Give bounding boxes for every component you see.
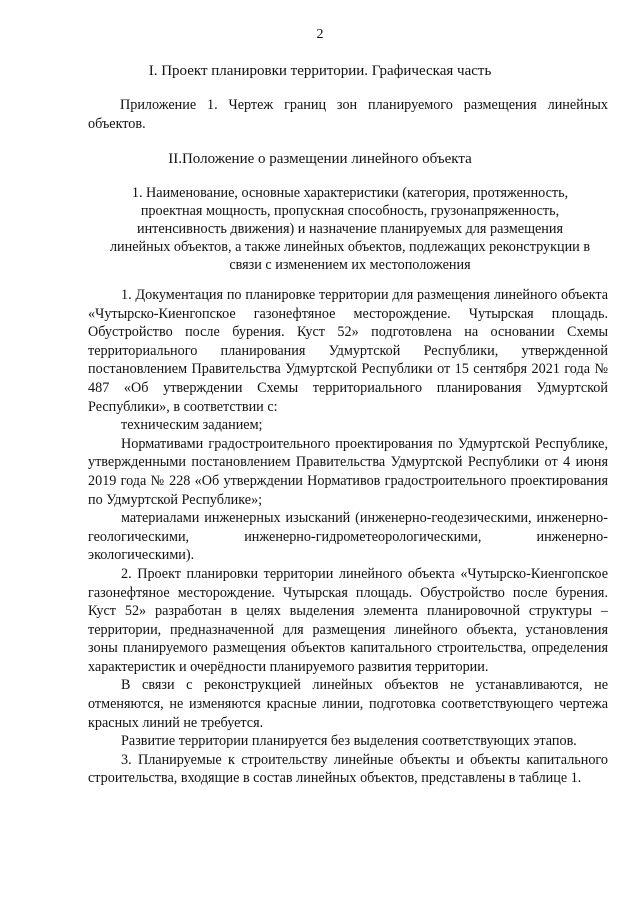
appendix-line: Приложение 1. Чертеж границ зон планируемого размещения линейных объектов. (88, 97, 608, 132)
paragraph-7: Развитие территории планируется без выделения соответствующих этапов. (121, 733, 577, 750)
paragraph-1: 1. Документация по планировке территории для размещения линейного объекта «Чутырско-Киенгопское газонефтяное месторождение. Чутырская площадь. Обустройство после бурения. Куст 52» подготовлена на основании Схемы территориального планирования Удмуртской Республики, утвержденной постановлением Правительства Удмуртской Республики от 15 сентября 2021 года № 487 «Об утверждении Схемы территориального планирования Удмуртской Республики», в соответствии с: (88, 287, 608, 415)
section-2-title: II.Положение о размещении линейного объекта (168, 151, 472, 167)
paragraph-4: материалами инженерных изысканий (инженерно-геодезическими, инженерно-геологическими, инженерно-гидрометеорологическими, инженерно-экологическими). (88, 510, 608, 564)
section-1-title: I. Проект планировки территории. Графическая часть (148, 63, 492, 79)
paragraph-2: техническим заданием; (121, 417, 263, 434)
paragraph-8: 3. Планируемые к строительству линейные объекты и объекты капитального строительства, входящие в состав линейных объектов, представлены в таблице 1. (88, 751, 608, 787)
subsection-heading: 1. Наименование, основные характеристики (категория, протяженность, проектная мощность, пропускная способность, грузонапряженность, интенсивность движения) и назначение планируемых для размещения линейных объектов, а также линейных объектов, подлежащих реконструкции в связи с изменением их местоположения (109, 185, 591, 273)
page-number: 2 (316, 27, 324, 42)
paragraph-6: В связи с реконструкцией линейных объектов не устанавливаются, не отменяются, не изменяются красные линии, подготовка соответствующего чертежа красных линий не требуется. (88, 677, 608, 731)
paragraph-5: 2. Проект планировки территории линейного объекта «Чутырско-Киенгопское газонефтяное месторождение. Чутырская площадь. Обустройство после бурения. Куст 52» разработан в целях выделения элемента планировочной структуры – территории, предназначенной для размещения линейного объекта, установления зоны планируемого размещения объектов капитального строительства, определения характеристик и очерёдности планируемого развития территории. (88, 565, 608, 675)
paragraph-3: Нормативами градостроительного проектирования по Удмуртской Республике, утвержденными постановлением Правительства Удмуртской Республики от 4 июня 2019 года № 228 «Об утверждении Нормативов градостроительного проектирования по Удмуртской Республике»; (88, 435, 608, 508)
document-body (88, 286, 608, 788)
